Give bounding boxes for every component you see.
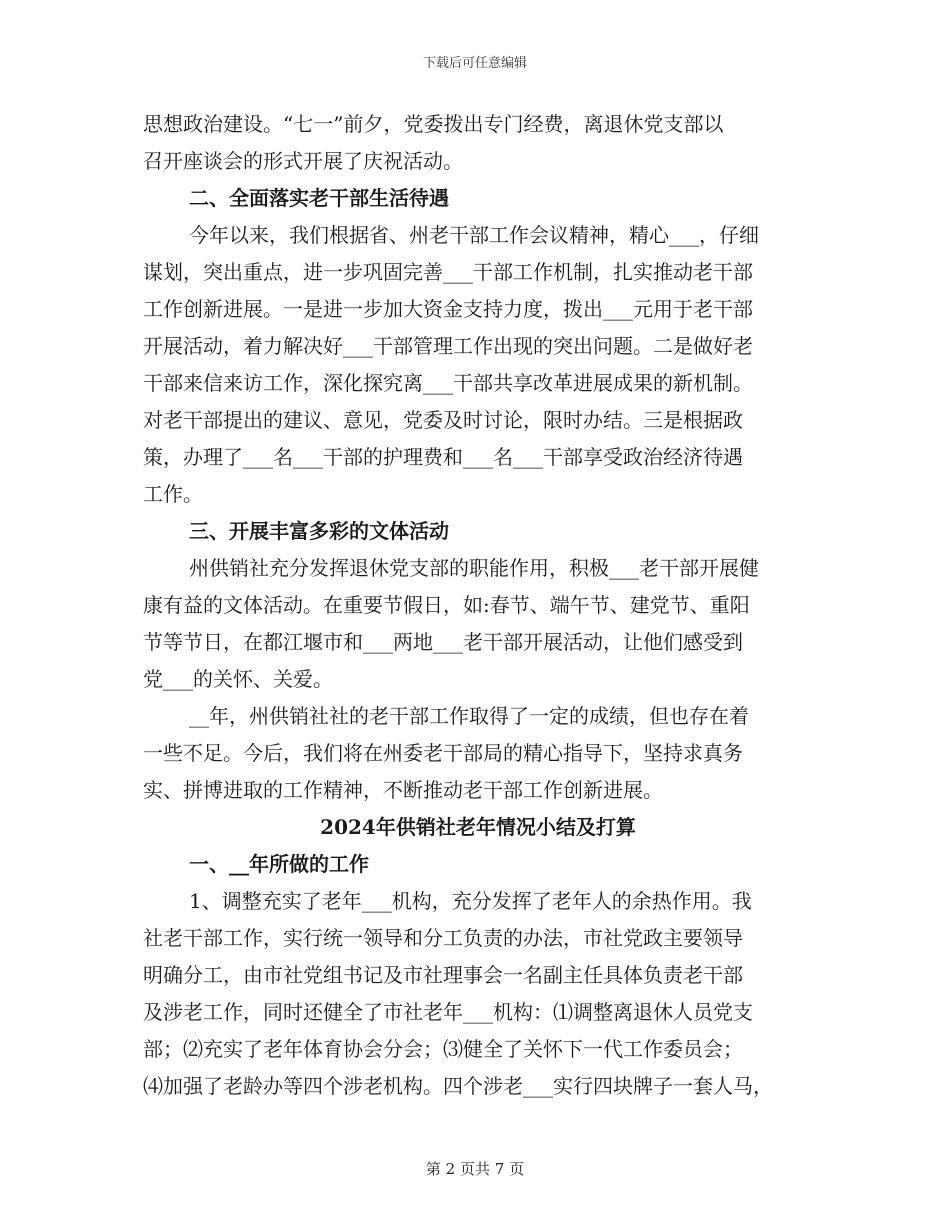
paragraph-line: 思想政治建设。“七一”前夕，党委拨出专门经费，离退休党支部以 — [143, 112, 724, 136]
paragraph-line: 社老干部工作，实行统一领导和分工负责的办法，市社党政主要领导 — [143, 926, 743, 950]
paragraph-line: 州供销社充分发挥退休党支部的职能作用，积极___老干部开展健 — [189, 556, 759, 580]
paragraph-line: 党___的关怀、关爱。 — [143, 667, 333, 691]
paragraph-line: 明确分工，由市社党组书记及市社理事会一名副主任具体负责老干部 — [143, 963, 743, 987]
paragraph-line: ⑷加强了老龄办等四个涉老机构。四个涉老___实行四块牌子一套人马， — [143, 1074, 773, 1098]
paragraph-line: 实、拼博进取的工作精神，不断推动老干部工作创新进展。 — [143, 778, 663, 802]
paragraph-line: 节等节日，在都江堰市和___两地___老干部开展活动，让他们感受到 — [143, 630, 743, 654]
paragraph-line: 及涉老工作，同时还健全了市社老年___机构：⑴调整离退休人员党支 — [143, 1000, 753, 1024]
paragraph-line: 工作。 — [143, 482, 203, 506]
paragraph-line: 召开座谈会的形式开展了庆祝活动。 — [143, 149, 463, 173]
paragraph-line: 开展活动，着力解决好___干部管理工作出现的突出问题。二是做好老 — [143, 334, 753, 358]
paragraph-line: 今年以来，我们根据省、州老干部工作会议精神，精心___，仔细 — [189, 223, 759, 247]
section-title: 2024年供销社老年情况小结及打算 — [320, 815, 636, 839]
paragraph-line: 康有益的文体活动。在重要节假日，如:春节、端午节、建党节、重阳 — [143, 593, 750, 617]
paragraph-line: 1、调整充实了老年___机构，充分发挥了老年人的余热作用。我 — [189, 889, 752, 913]
paragraph-line: 一些不足。今后，我们将在州委老干部局的精心指导下，坚持求真务 — [143, 741, 743, 765]
paragraph-line: 干部来信来访工作，深化探究离___干部共享改革进展成果的新机制。 — [143, 371, 753, 395]
paragraph-line: 策，办理了___名___干部的护理费和___名___干部享受政治经济待遇 — [143, 445, 743, 469]
paragraph-line: 部；⑵充实了老年体育协会分会；⑶健全了关怀下一代工作委员会； — [143, 1037, 743, 1061]
paragraph-line: __年，州供销社社的老干部工作取得了一定的成绩，但也存在着 — [189, 704, 749, 728]
paragraph-line: 工作创新进展。一是进一步加大资金支持力度，拨出___元用于老干部 — [143, 297, 753, 321]
paragraph-line: 对老干部提出的建议、意见，党委及时讨论，限时办结。三是根据政 — [143, 408, 743, 432]
section-heading: 二、全面落实老干部生活待遇 — [189, 186, 449, 210]
document-body — [143, 106, 813, 1105]
page-footer: 第 2 页共 7 页 — [425, 1160, 525, 1178]
section-heading: 三、开展丰富多彩的文体活动 — [189, 519, 449, 543]
paragraph-line: 谋划，突出重点，进一步巩固完善___干部工作机制，扎实推动老干部 — [143, 260, 753, 284]
section-heading: 一、__年所做的工作 — [189, 852, 369, 876]
page-header: 下载后可任意编辑 — [422, 56, 527, 71]
